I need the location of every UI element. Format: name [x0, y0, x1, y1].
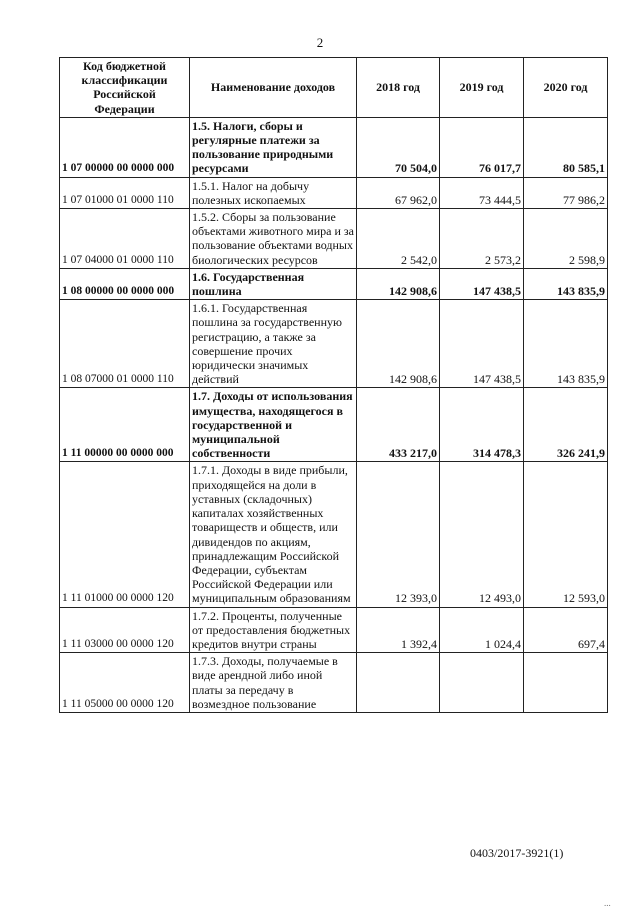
table-row	[60, 268, 608, 299]
table-row	[60, 653, 608, 713]
cell-name: 1.5.1. Налог на добычу полезных ископаемых	[190, 177, 357, 208]
cell-2019: 2 573,2	[440, 209, 524, 269]
cell-2020: 143 835,9	[524, 300, 608, 388]
cell-code: 1 07 00000 00 0000 000	[60, 117, 190, 177]
document-reference: 0403/2017-3921(1)	[470, 846, 564, 860]
header-name: Наименование доходов	[190, 58, 357, 118]
cell-2018: 142 908,6	[357, 300, 440, 388]
table-row	[60, 300, 608, 388]
cell-2019: 147 438,5	[440, 268, 524, 299]
cell-2018	[357, 653, 440, 713]
cell-2018: 67 962,0	[357, 177, 440, 208]
cell-name: 1.6. Государственная пошлина	[190, 268, 357, 299]
cell-2018: 1 392,4	[357, 607, 440, 653]
cell-2018: 142 908,6	[357, 268, 440, 299]
cell-code: 1 07 04000 01 0000 110	[60, 209, 190, 269]
header-2019: 2019 год	[440, 58, 524, 118]
cell-code: 1 11 03000 00 0000 120	[60, 607, 190, 653]
header-code: Код бюджетной классификации Российской Федерации	[60, 58, 190, 118]
cell-code: 1 08 00000 00 0000 000	[60, 268, 190, 299]
scan-mark: ...	[604, 898, 611, 908]
cell-2019: 73 444,5	[440, 177, 524, 208]
table-row	[60, 388, 608, 462]
cell-name: 1.6.1. Государственная пошлина за государственную регистрацию, а также за совершение прочих юридически значимых действий	[190, 300, 357, 388]
header-2018: 2018 год	[357, 58, 440, 118]
cell-code: 1 11 00000 00 0000 000	[60, 388, 190, 462]
cell-2020: 2 598,9	[524, 209, 608, 269]
cell-2020: 326 241,9	[524, 388, 608, 462]
cell-code: 1 08 07000 01 0000 110	[60, 300, 190, 388]
cell-code: 1 07 01000 01 0000 110	[60, 177, 190, 208]
cell-2019	[440, 653, 524, 713]
header-2020: 2020 год	[524, 58, 608, 118]
table-row	[60, 177, 608, 208]
cell-2018: 2 542,0	[357, 209, 440, 269]
cell-2019: 1 024,4	[440, 607, 524, 653]
cell-name: 1.5.2. Сборы за пользование объектами животного мира и за пользование объектами водных биологических ресурсов	[190, 209, 357, 269]
cell-code: 1 11 05000 00 0000 120	[60, 653, 190, 713]
cell-2020	[524, 653, 608, 713]
cell-name: 1.7.3. Доходы, получаемые в виде арендной либо иной платы за передачу в возмездное пользование	[190, 653, 357, 713]
page-number: 2	[316, 35, 324, 50]
table-row	[60, 209, 608, 269]
cell-2020: 77 986,2	[524, 177, 608, 208]
cell-2020: 80 585,1	[524, 117, 608, 177]
cell-2018: 70 504,0	[357, 117, 440, 177]
cell-name: 1.5. Налоги, сборы и регулярные платежи за пользование природными ресурсами	[190, 117, 357, 177]
cell-2019: 12 493,0	[440, 462, 524, 607]
cell-2019: 76 017,7	[440, 117, 524, 177]
cell-name: 1.7.2. Проценты, полученные от предоставления бюджетных кредитов внутри страны	[190, 607, 357, 653]
cell-code: 1 11 01000 00 0000 120	[60, 462, 190, 607]
cell-2019: 314 478,3	[440, 388, 524, 462]
cell-name: 1.7.1. Доходы в виде прибыли, приходящейся на доли в уставных (складочных) капиталах хозяйственных товариществ и обществ, или дивидендов по акциям, принадлежащим Российской Федерации, субъектам Российской Федерации или муниципальным образованиям	[190, 462, 357, 607]
cell-2019: 147 438,5	[440, 300, 524, 388]
table-row	[60, 607, 608, 653]
cell-2020: 697,4	[524, 607, 608, 653]
cell-2018: 433 217,0	[357, 388, 440, 462]
table-row	[60, 117, 608, 177]
cell-name: 1.7. Доходы от использования имущества, находящегося в государственной и муниципальной собственности	[190, 388, 357, 462]
revenue-table	[59, 57, 608, 713]
cell-2020: 143 835,9	[524, 268, 608, 299]
cell-2020: 12 593,0	[524, 462, 608, 607]
table-header-row	[60, 58, 608, 118]
cell-2018: 12 393,0	[357, 462, 440, 607]
table-row	[60, 462, 608, 607]
